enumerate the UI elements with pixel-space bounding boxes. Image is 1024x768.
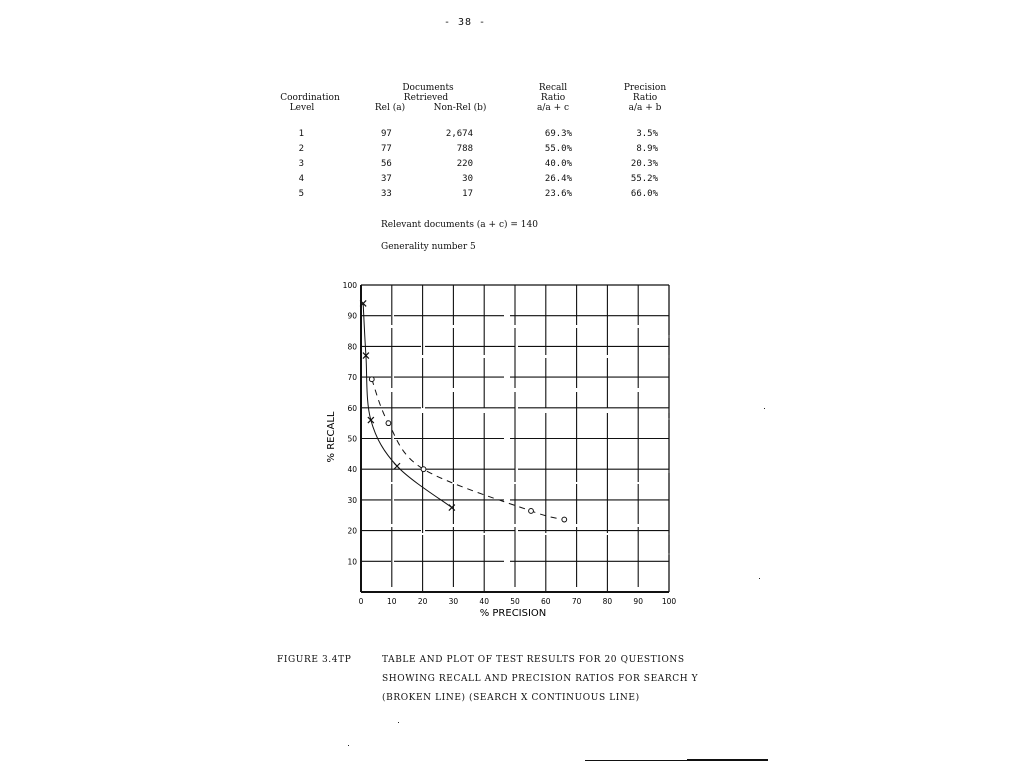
y-tick-label: 60 xyxy=(347,403,357,413)
chart-series xyxy=(360,300,567,522)
cell-nonrel: 17 xyxy=(462,189,473,199)
cell-recall: 26.4% xyxy=(544,174,572,184)
cell-rel: 97 xyxy=(381,129,392,139)
data-point-circle-marker xyxy=(562,517,567,522)
speck xyxy=(764,408,765,409)
page-number: - 38 - xyxy=(443,17,487,28)
x-axis-label: % PRECISION xyxy=(479,608,547,619)
cell-rel: 37 xyxy=(381,174,392,184)
cell-level: 1 xyxy=(298,129,304,139)
chart-ticks xyxy=(343,281,677,606)
x-tick-label: 60 xyxy=(541,597,551,606)
x-tick-label: 20 xyxy=(417,597,428,606)
data-point-x-marker xyxy=(449,505,455,511)
x-tick-label: 50 xyxy=(510,597,520,606)
y-tick-label: 30 xyxy=(347,495,357,505)
x-tick-label: 90 xyxy=(633,597,643,606)
data-point-circle-marker xyxy=(421,467,426,472)
cell-level: 2 xyxy=(298,144,304,154)
caption-line-1: TABLE AND PLOT OF TEST RESULTS FOR 20 QUESTIONS xyxy=(382,655,685,665)
cell-precision: 55.2% xyxy=(630,174,658,184)
cell-precision: 3.5% xyxy=(636,129,658,139)
cell-level: 5 xyxy=(298,189,304,199)
header-level: Level xyxy=(289,103,315,113)
y-tick-label: 10 xyxy=(347,557,357,567)
data-point-x-marker xyxy=(394,463,400,469)
cell-rel: 77 xyxy=(381,144,392,154)
speck xyxy=(398,722,399,723)
x-tick-label: 0 xyxy=(358,597,364,606)
header-precision-formula: a/a + b xyxy=(628,103,662,113)
header-coordination: Coordination xyxy=(280,93,340,103)
header-retrieved: Retrieved xyxy=(403,93,449,103)
data-point-x-marker xyxy=(368,417,374,423)
speck xyxy=(348,745,349,746)
header-precision: Precision xyxy=(623,83,667,93)
cell-precision: 66.0% xyxy=(630,189,658,199)
cell-precision: 8.9% xyxy=(636,144,658,154)
data-point-circle-marker xyxy=(529,509,534,514)
y-axis-label: % RECALL xyxy=(326,411,337,463)
cell-recall: 40.0% xyxy=(544,159,572,169)
header-nonrel: Non-Rel (b) xyxy=(433,103,487,113)
series-line xyxy=(372,379,565,519)
header-rel: Rel (a) xyxy=(374,103,406,113)
generality-number-note: Generality number 5 xyxy=(381,242,476,252)
cell-level: 4 xyxy=(298,174,304,184)
cell-nonrel: 2,674 xyxy=(445,129,473,139)
header-precision-ratio: Ratio xyxy=(632,93,658,103)
y-tick-label: 90 xyxy=(347,311,357,321)
header-recall: Recall xyxy=(538,83,568,93)
cell-rel: 33 xyxy=(381,189,392,199)
data-point-circle-marker xyxy=(369,377,374,382)
cell-nonrel: 788 xyxy=(456,144,473,154)
header-documents: Documents xyxy=(402,83,454,93)
y-tick-label: 70 xyxy=(347,373,357,383)
x-tick-label: 30 xyxy=(448,597,459,606)
caption-line-3: (BROKEN LINE) (SEARCH X CONTINUOUS LINE) xyxy=(382,693,640,703)
header-recall-ratio: Ratio xyxy=(540,93,566,103)
x-tick-label: 10 xyxy=(387,597,397,606)
cell-recall: 55.0% xyxy=(544,144,572,154)
cell-rel: 56 xyxy=(381,159,392,169)
cell-nonrel: 30 xyxy=(462,174,473,184)
recall-precision-chart xyxy=(300,275,700,625)
cell-recall: 69.3% xyxy=(544,129,572,139)
y-tick-label: 80 xyxy=(347,342,357,352)
cell-nonrel: 220 xyxy=(456,159,473,169)
caption-line-2: SHOWING RECALL AND PRECISION RATIOS FOR SEARCH Y xyxy=(382,674,699,684)
series-search-x xyxy=(360,300,455,510)
chart-grid xyxy=(361,285,669,592)
x-tick-label: 70 xyxy=(571,597,582,606)
relevant-documents-note: Relevant documents (a + c) = 140 xyxy=(381,220,538,230)
y-tick-label: 40 xyxy=(347,465,357,475)
x-tick-label: 100 xyxy=(661,597,677,606)
y-tick-label: 100 xyxy=(342,281,357,290)
data-point-circle-marker xyxy=(386,421,391,426)
cell-recall: 23.6% xyxy=(544,189,572,199)
figure-label: FIGURE 3.4TP xyxy=(277,655,352,665)
header-recall-formula: a/a + c xyxy=(536,103,570,113)
cell-level: 3 xyxy=(298,159,304,169)
x-tick-label: 80 xyxy=(602,597,613,606)
cell-precision: 20.3% xyxy=(630,159,658,169)
footer-rule-thick xyxy=(687,759,768,761)
y-tick-label: 50 xyxy=(347,434,357,444)
speck xyxy=(759,578,760,579)
x-tick-label: 40 xyxy=(479,597,489,606)
y-tick-label: 20 xyxy=(347,526,357,536)
